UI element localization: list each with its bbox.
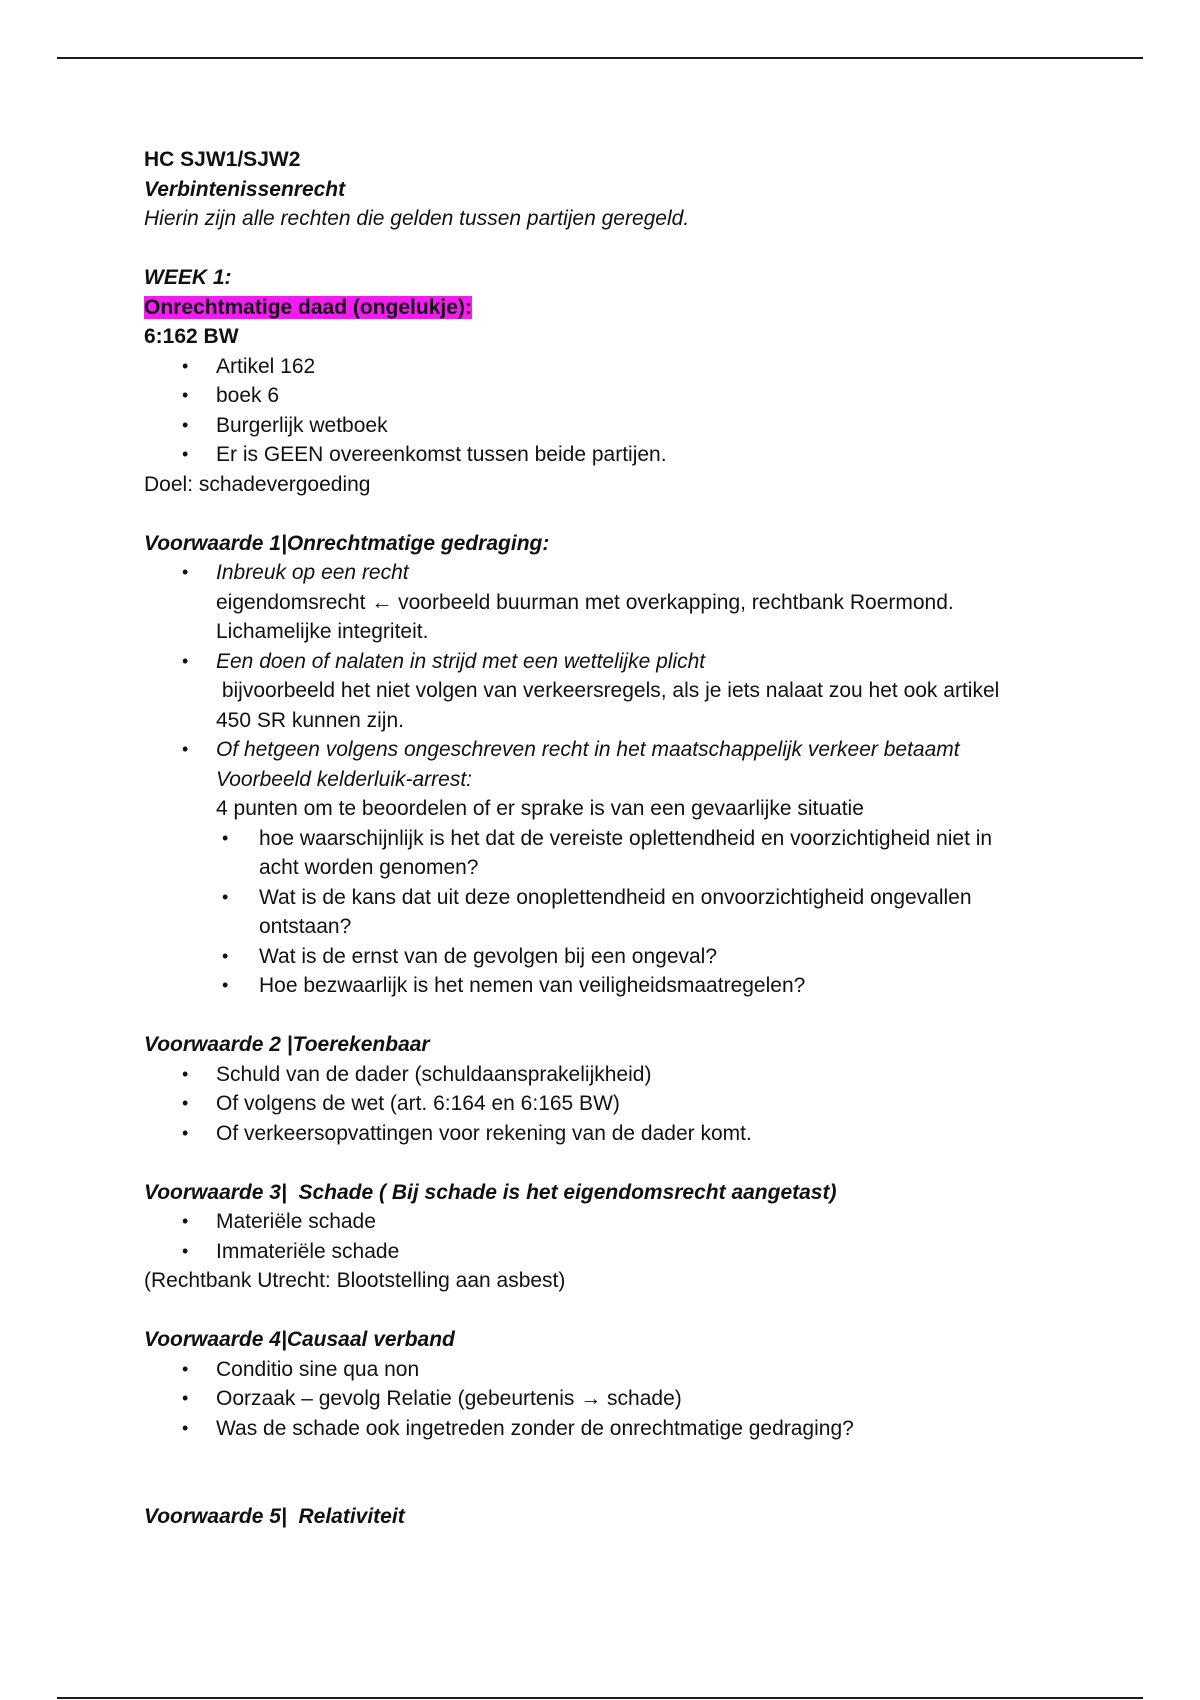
bullet-icon: • — [222, 945, 229, 966]
list-item-text: Schuld van de dader (schuldaansprakelijkheid) — [216, 1062, 652, 1086]
list-item — [144, 1237, 1074, 1267]
list-item-text: eigendomsrecht ← voorbeeld buurman met overkapping, rechtbank Roermond. — [216, 590, 954, 614]
list-item-text: Immateriële schade — [216, 1239, 400, 1263]
bullet-icon: • — [182, 1388, 189, 1408]
voorwaarde-5-heading: Voorwaarde 5| Relativiteit — [144, 1505, 405, 1528]
list-item — [144, 735, 1074, 824]
bullet-icon: • — [182, 1240, 189, 1261]
list-item — [144, 971, 1074, 1001]
list-item-text: Of volgens de wet (art. 6:164 en 6:165 BW) — [216, 1092, 620, 1115]
list-item-text: ontstaan? — [259, 915, 352, 938]
voorwaarde-1-list — [144, 558, 1074, 824]
voorwaarde-4-list — [144, 1355, 1074, 1444]
topic-heading — [144, 293, 1074, 323]
list-item — [144, 440, 1074, 470]
voorwaarde-3-list — [144, 1207, 1074, 1266]
article-ref: 6:162 BW — [144, 325, 239, 348]
list-item-text: hoe waarschijnlijk is het dat de vereiste oplettendheid en voorzichtigheid niet in — [259, 826, 993, 850]
list-item-text: Of verkeersopvattingen voor rekening van de dader komt. — [216, 1121, 752, 1145]
bullet-icon: • — [222, 975, 229, 995]
voorwaarde-3-note: (Rechtbank Utrecht: Blootstelling aan asbest) — [144, 1269, 566, 1292]
bullet-icon: • — [182, 739, 189, 759]
voorwaarde-3-heading: Voorwaarde 3| Schade ( Bij schade is het eigendomsrecht aangetast) — [144, 1180, 837, 1204]
voorwaarde-2-list — [144, 1060, 1074, 1149]
list-item-text: Wat is de ernst van de gevolgen bij een ongeval? — [259, 944, 718, 968]
list-item — [144, 647, 1074, 736]
list-item-text: Er is GEEN overeenkomst tussen beide partijen. — [216, 443, 667, 466]
week-label: WEEK 1: — [144, 266, 232, 289]
list-item-text: Hoe bezwaarlijk is het nemen van veiligheidsmaatregelen? — [259, 974, 806, 997]
subject-intro: Hierin zijn alle rechten die gelden tussen partijen geregeld. — [144, 207, 690, 230]
bullet-icon: • — [182, 1358, 189, 1379]
bullet-icon: • — [182, 1063, 189, 1084]
course-title: HC SJW1/SJW2 — [144, 148, 301, 171]
list-item-head: Of hetgeen volgens ongeschreven recht in het maatschappelijk verkeer betaamt — [216, 738, 960, 761]
list-item-text: Wat is de kans dat uit deze onoplettendheid en onvoorzichtigheid ongevallen — [259, 885, 972, 909]
list-item-text: Oorzaak – gevolg Relatie (gebeurtenis → schade) — [216, 1387, 682, 1410]
header-rule — [57, 57, 1143, 59]
list-item — [144, 1384, 1074, 1414]
bullet-icon: • — [182, 1093, 189, 1113]
bullet-icon: • — [222, 886, 229, 907]
list-item — [144, 411, 1074, 441]
example-label: Voorbeeld kelderluik-arrest: — [216, 767, 473, 791]
list-item-text: Lichamelijke integriteit. — [216, 620, 429, 643]
list-item-text: Was de schade ook ingetreden zonder de onrechtmatige gedraging? — [216, 1416, 854, 1440]
subject-title: Verbintenissenrecht — [144, 177, 346, 201]
list-item — [144, 942, 1074, 972]
list-item-text: bijvoorbeeld het niet volgen van verkeersregels, als je iets nalaat zou het ook artikel — [216, 679, 1000, 702]
bullet-icon: • — [182, 562, 189, 582]
doel-text: Doel: schadevergoeding — [144, 472, 371, 496]
kelderluik-points — [144, 824, 1074, 1001]
list-item-text: Burgerlijk wetboek — [216, 413, 388, 437]
list-item — [144, 352, 1074, 382]
voorwaarde-4-heading: Voorwaarde 4|Causaal verband — [144, 1328, 455, 1351]
topic-highlight: Onrechtmatige daad (ongelukje): — [144, 295, 472, 319]
list-item — [144, 1119, 1074, 1149]
bullet-icon: • — [222, 827, 229, 848]
bullet-icon: • — [182, 1417, 189, 1438]
list-item — [144, 1060, 1074, 1090]
bullet-icon: • — [182, 414, 189, 435]
list-item-text: 4 punten om te beoordelen of er sprake is van een gevaarlijke situatie — [216, 797, 864, 820]
bullet-icon: • — [182, 355, 189, 376]
list-item — [144, 558, 1074, 647]
list-item — [144, 1414, 1074, 1444]
list-item-text: Conditio sine qua non — [216, 1357, 420, 1381]
list-item — [144, 1089, 1074, 1119]
list-item — [144, 883, 1074, 942]
list-item-head: Een doen of nalaten in strijd met een wettelijke plicht — [216, 649, 706, 673]
voorwaarde-1-heading: Voorwaarde 1|Onrechtmatige gedraging: — [144, 531, 550, 555]
list-item — [144, 381, 1074, 411]
list-item-text: 450 SR kunnen zijn. — [216, 708, 404, 732]
list-item-text: Artikel 162 — [216, 354, 316, 378]
list-item-text: Materiële schade — [216, 1210, 376, 1233]
bullet-icon: • — [182, 444, 189, 464]
voorwaarde-2-heading: Voorwaarde 2 |Toerekenbaar — [144, 1033, 430, 1056]
list-item-text: boek 6 — [216, 384, 280, 407]
bullet-icon: • — [182, 385, 189, 405]
article-list — [144, 352, 1074, 470]
bullet-icon: • — [182, 1211, 189, 1231]
list-item-text: acht worden genomen? — [259, 856, 479, 879]
footer-rule — [57, 1697, 1143, 1699]
bullet-icon: • — [182, 1122, 189, 1143]
list-item-head: Inbreuk op een recht — [216, 561, 409, 584]
list-item — [144, 1207, 1074, 1237]
bullet-icon: • — [182, 650, 189, 671]
list-item — [144, 824, 1074, 883]
list-item — [144, 1355, 1074, 1385]
document-page — [144, 145, 1074, 1532]
